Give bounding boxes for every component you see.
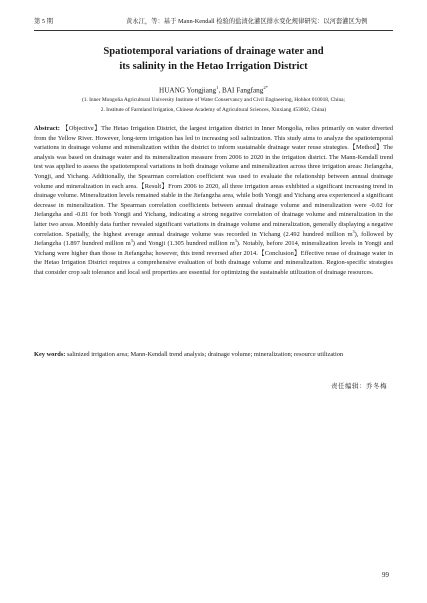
keywords-label: Key words: [34, 351, 66, 358]
keywords-text: salinized irrigation area; Mann-Kendall trend analysis; drainage volume; mineralization; resource utilization [66, 351, 344, 358]
author-line [34, 83, 393, 95]
conclusion-tag: 【Conclusion】 [257, 249, 301, 257]
abstract-label: Abstract: [34, 125, 60, 132]
method-text: The analysis was based on drainage water and its mineralization measure from 2006 to 2020 in the irrigation district. The Mann-Kendall trend test was applied to assess the spatiotemporal variations in both drainage volume and mineralization across three irrigation areas: Jiefangzha, Yongji, and Yichang. Additionally, the Spearman correlation coefficient was used to evaluate the relationship between annual drainage volume and mineralization in each area. [34, 144, 393, 190]
result-text: ), followed by Jiefangzha (1.897 hundred million m [34, 230, 393, 248]
affiliation-line: 2. Institute of Farmland Irrigation, Chinese Academy of Agricultural Sciences, Xinxiang 453002, China) [100, 106, 327, 113]
issue-number: 第 5 期 [34, 18, 53, 25]
result-text: ). Notably, before 2014, mineralization levels in Yongji and Yichang were higher than those in Jiefangzha; however, this trend reversed after 2014. [34, 240, 393, 257]
conclusion-text: Effective reuse of drainage water in the Hetao Irrigation District requires a comprehensive evaluation of both drainage volume and mineralization. Region-specific strategies that consider crop salt tolerance and local soil properties are essential for optimizing the sustainable utilization of drainage resources. [34, 249, 393, 276]
affiliations [34, 96, 393, 115]
editor-credit: 责任编辑：乔冬梅 [331, 383, 387, 390]
result-tag: 【Result】 [137, 182, 169, 190]
result-text: From 2006 to 2020, all three irrigation areas exhibited a significant increasing trend in drainage volume. Mineralization levels remained stable in the Jiefangzha area, while both Yongji and Yichang area experienced a significant decrease in mineralization. The Spearman correlation coefficients between annual drainage volume and mineralization were -0.02 for Jiefangzha and -0.81 for both Yongji and Yichang, indicating a strong negative correlation of drainage volume and mineralization in the latter two areas. Monthly data further revealed significant variations in drainage volume and mineralization, generally displaying a negative correlation. Spatially, the highest average annual drainage volume was recorded in Yichang (2.492 hundred million m [34, 182, 393, 238]
author-separator: , [218, 86, 223, 95]
author-name: HUANG Yongjiang [159, 86, 217, 95]
title-line-2: its salinity in the Hetao Irrigation District [119, 61, 308, 72]
superscript: 3 [352, 228, 355, 234]
superscript: 3 [130, 238, 133, 243]
title-line-1: Spatiotemporal variations of drainage water and [103, 46, 324, 57]
running-header [34, 16, 393, 31]
author-affiliation-mark: 1 [216, 85, 219, 90]
page-number: 99 [382, 571, 389, 579]
author-name: BAI Fangfang [222, 86, 264, 95]
objective-tag: 【Objective】 [62, 125, 102, 132]
running-title: 黄永江，等：基于 Mann-Kendall 检验的盐渍化灌区排水变化规律研究：以河套灌区为例 [126, 18, 368, 25]
affiliation-line: (1. Inner Mongolia Agricultural University Institute of Water Conservancy and Civil Engineering, Hohhot 010018, China; [81, 97, 346, 103]
superscript: 3 [234, 238, 237, 243]
paper-title [34, 44, 393, 74]
result-text: ) and Yongji (1.305 hundred million m [132, 240, 235, 248]
author-affiliation-mark: 2* [263, 85, 268, 90]
objective-text: The Hetao Irrigation District, the largest irrigation district in Inner Mongolia, relies primarily on water diverted from the Yellow River. However, long-term irrigation has led to increasing soil salinization. This study aims to analyze the spatiotemporal variations in drainage volume and mineralization within the district to inform sustainable drainage water reuse strategies. [34, 125, 394, 152]
keywords [34, 350, 393, 360]
abstract [34, 124, 393, 278]
method-tag: 【Method】 [348, 144, 384, 152]
